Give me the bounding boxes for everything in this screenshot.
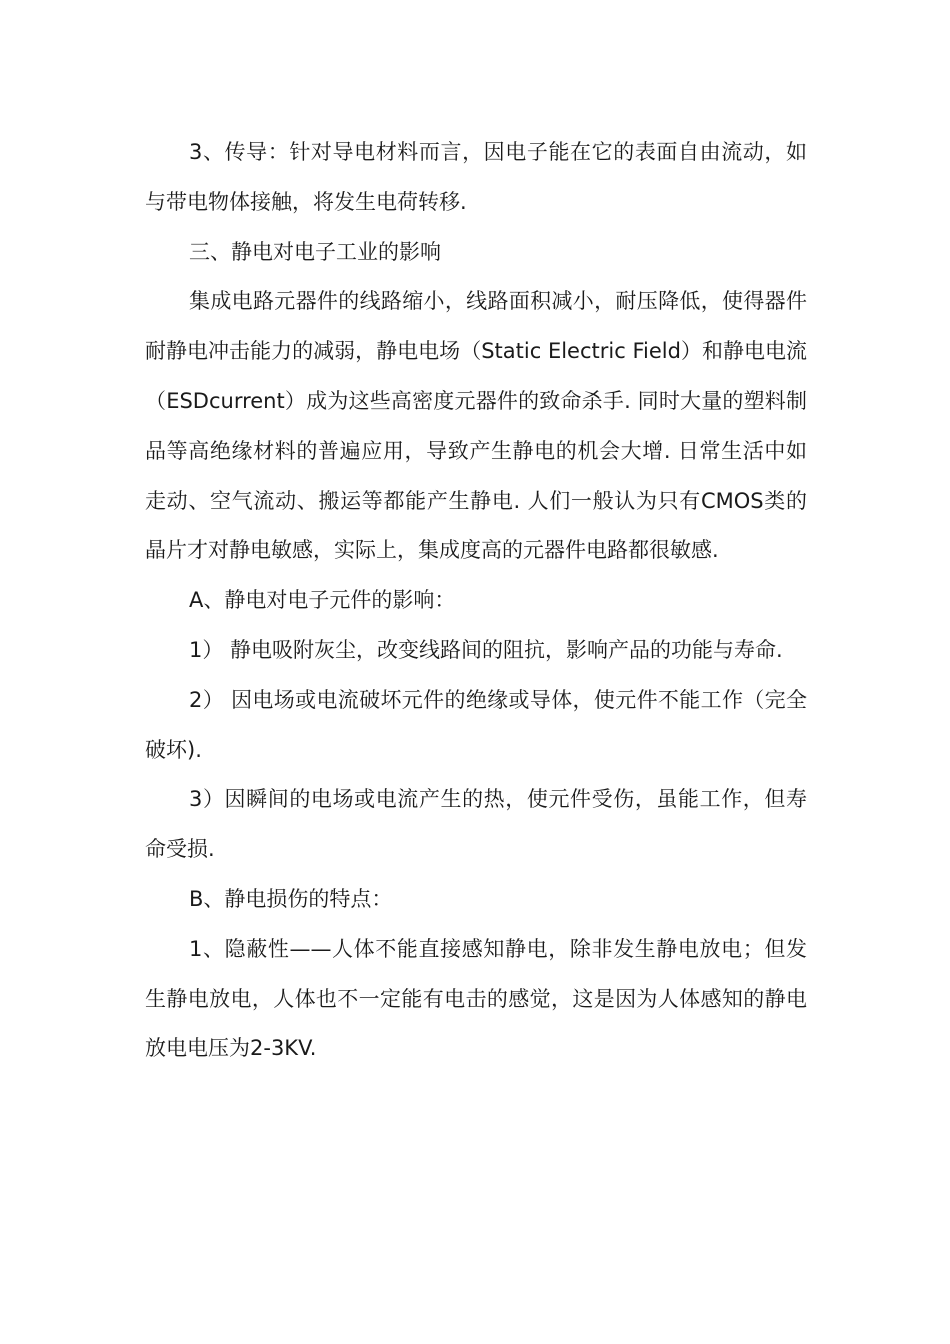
subheading-damage-features: B、静电损伤的特点：: [189, 886, 393, 911]
paragraph-concealment: 1、隐蔽性——人体不能直接感知静电，除非发生静电放电；但发生静电放电，人体也不一定能有电击的感觉，这是因为人体感知的静电放电电压为2-3KV.: [145, 936, 807, 1061]
document-body: [145, 128, 807, 1074]
section-heading-esd-impact: 三、静电对电子工业的影响: [189, 239, 441, 264]
paragraph-ic-sensitivity: 集成电路元器件的线路缩小，线路面积减小，耐压降低，使得器件耐静电冲击能力的减弱，静电电场（Static Electric Field）和静电电流（ESDcurrent）成为这些高密度元器件的致命杀手. 同时大量的塑料制品等高绝缘材料的普遍应用，导致产生静电的机会大增. 日常生活中如走动、空气流动、搬运等都能产生静电. 人们一般认为只有CMOS类的晶片才对静电敏感，实际上，集成度高的元器件电路都很敏感.: [145, 289, 807, 563]
list-item-heat: 3）因瞬间的电场或电流产生的热，使元件受伤，虽能工作，但寿命受损.: [145, 787, 807, 862]
subheading-component-impact: A、静电对电子元件的影响：: [189, 588, 456, 613]
paragraph-conduction: 3、传导：针对导电材料而言，因电子能在它的表面自由流动，如与带电物体接触，将发生电荷转移.: [145, 140, 807, 214]
list-item-breakdown: 2） 因电场或电流破坏元件的绝缘或导体，使元件不能工作（完全破坏).: [145, 687, 807, 762]
list-item-dust: 1） 静电吸附灰尘，改变线路间的阻抗，影响产品的功能与寿命.: [189, 637, 783, 662]
